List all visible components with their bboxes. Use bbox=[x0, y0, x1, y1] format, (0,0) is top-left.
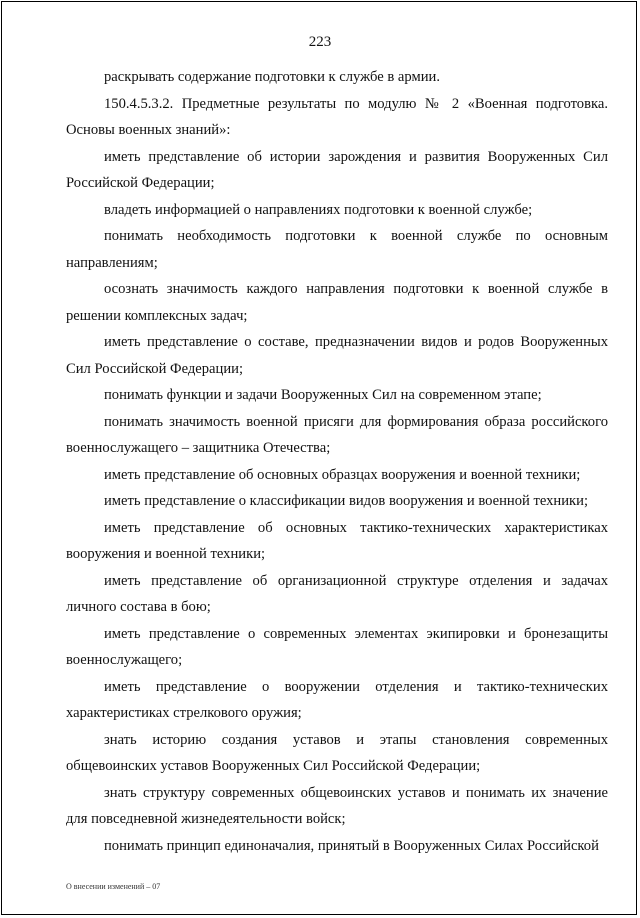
paragraph: владеть информацией о направлениях подготовки к военной службе; bbox=[104, 201, 533, 218]
paragraph: иметь представление об истории зарождения и развития Вооруженных Сил Российской Федерации; bbox=[66, 148, 608, 191]
paragraph: иметь представление о современных элементах экипировки и бронезащиты военнослужащего; bbox=[66, 625, 608, 668]
paragraph: иметь представление об основных образцах вооружения и военной техники; bbox=[104, 466, 581, 483]
paragraph: осознать значимость каждого направления подготовки к военной службе в решении комплексных задач; bbox=[66, 281, 608, 324]
paragraph: иметь представление об основных тактико-технических характеристиках вооружения и военной техники; bbox=[66, 519, 608, 562]
paragraph: понимать функции и задачи Вооруженных Сил на современном этапе; bbox=[104, 387, 542, 403]
paragraph: знать историю создания уставов и этапы становления современных общевоинских уставов Вооруженных Сил Российской Федерации; bbox=[66, 731, 608, 774]
paragraph: иметь представление о составе, предназначении видов и родов Вооруженных Сил Российской Федерации; bbox=[66, 334, 608, 377]
paragraph: иметь представление об организационной структуре отделения и задачах личного состава в бою; bbox=[66, 572, 608, 615]
paragraph: раскрывать содержание подготовки к службе в армии. bbox=[104, 69, 440, 85]
paragraph: иметь представление о вооружении отделения и тактико-технических характеристиках стрелкового оружия; bbox=[66, 678, 608, 721]
paragraph: знать структуру современных общевоинских уставов и понимать их значение для повседневной жизнедеятельности войск; bbox=[66, 784, 608, 827]
document-body bbox=[66, 64, 608, 859]
paragraph: понимать принцип единоначалия, принятый в Вооруженных Силах Российской bbox=[104, 837, 599, 854]
paragraph: понимать значимость военной присяги для формирования образа российского военнослужащего – защитника Отечества; bbox=[66, 413, 608, 456]
paragraph: понимать необходимость подготовки к военной службе по основным направлениям; bbox=[66, 228, 608, 271]
footer-note: О внесении изменений – 07 bbox=[66, 882, 161, 891]
paragraph: 150.4.5.3.2. Предметные результаты по модулю № 2 «Военная подготовка. Основы военных знаний»: bbox=[66, 95, 608, 138]
page-number: 223 bbox=[308, 34, 332, 50]
paragraph: иметь представление о классификации видов вооружения и военной техники; bbox=[104, 493, 589, 509]
